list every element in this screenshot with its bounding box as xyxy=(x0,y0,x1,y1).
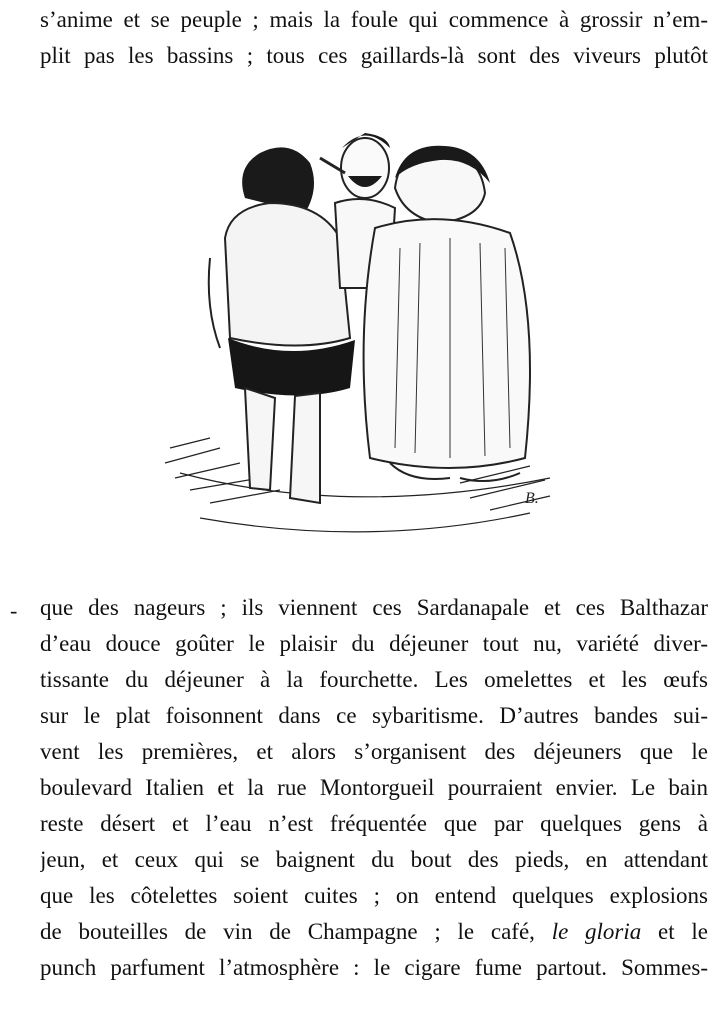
margin-mark: - xyxy=(10,598,18,623)
text-line xyxy=(40,914,708,950)
artist-signature: B. xyxy=(525,490,539,507)
text-line: que des nageurs ; ils viennent ces Sardanapale et ces Balthazar xyxy=(40,595,708,620)
text-line: boulevard Italien et la rue Montorgueil pourraient envier. Le bain xyxy=(40,775,708,800)
text-line: d’eau douce goûter le plaisir du déjeuner tout nu, variété diver- xyxy=(40,631,708,656)
text-line: s’anime et se peuple ; mais la foule qui commence à grossir n’em- xyxy=(40,7,708,32)
text-line: punch parfument l’atmosphère : le cigare fume partout. Sommes- xyxy=(40,955,708,980)
text-segment: et le xyxy=(658,919,708,944)
text-segment: de bouteilles de vin de Champagne ; le café, xyxy=(40,919,535,944)
engraving-illustration xyxy=(150,118,570,538)
text-line: vent les premières, et alors s’organisent des déjeuners que le xyxy=(40,739,708,764)
text-line: que les côtelettes soient cuites ; on entend quelques explosions xyxy=(40,883,708,908)
left-figure xyxy=(209,147,355,503)
text-line: plit pas les bassins ; tous ces gaillards-là sont des viveurs plutôt xyxy=(40,43,708,68)
emphasized-text: le gloria xyxy=(551,919,642,944)
text-line: tissante du déjeuner à la fourchette. Les omelettes et les œufs xyxy=(40,667,708,692)
top-paragraph xyxy=(40,2,708,74)
right-figure xyxy=(364,146,530,481)
bottom-paragraph xyxy=(40,590,708,986)
text-line: reste désert et l’eau n’est fréquentée que par quelques gens à xyxy=(40,811,708,836)
text-line: sur le plat foisonnent dans ce sybaritisme. D’autres bandes sui- xyxy=(40,703,708,728)
text-line: jeun, et ceux qui se baignent du bout des pieds, en attendant xyxy=(40,847,708,872)
